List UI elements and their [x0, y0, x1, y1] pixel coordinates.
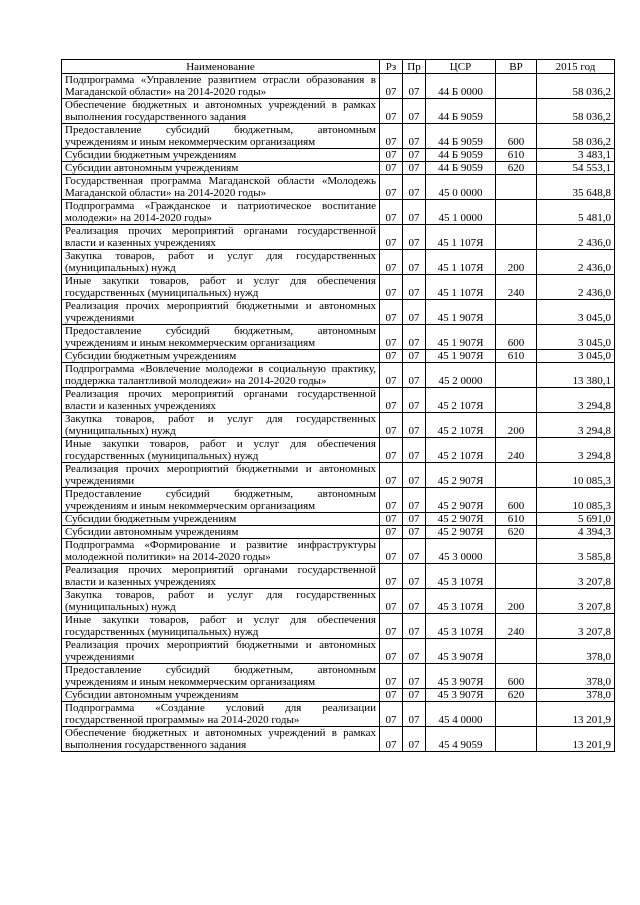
row-rz: 07 [380, 438, 403, 463]
row-name: Субсидии автономным учреждениям [62, 689, 380, 702]
row-sum: 13 201,9 [537, 702, 615, 727]
row-csr: 45 4 9059 [426, 727, 496, 752]
table-row [62, 225, 615, 250]
row-rz: 07 [380, 275, 403, 300]
row-csr: 45 2 907Я [426, 526, 496, 539]
row-csr: 44 Б 9059 [426, 149, 496, 162]
row-vr [496, 388, 537, 413]
row-name: Предоставление субсидий бюджетным, автономным учреждениям и иным некоммерческим организациям [62, 325, 380, 350]
row-csr: 45 3 107Я [426, 564, 496, 589]
row-vr [496, 74, 537, 99]
row-vr: 600 [496, 124, 537, 149]
row-vr: 600 [496, 488, 537, 513]
table-row [62, 300, 615, 325]
row-sum: 4 394,3 [537, 526, 615, 539]
row-pr: 07 [403, 162, 426, 175]
row-name: Подпрограмма «Вовлечение молодежи в социальную практику, поддержка талантливой молодежи» на 2014-2020 годы» [62, 363, 380, 388]
row-sum: 10 085,3 [537, 488, 615, 513]
row-name: Подпрограмма «Создание условий для реализации государственной программы» на 2014-2020 годы» [62, 702, 380, 727]
row-name: Реализация прочих мероприятий бюджетными и автономных учреждениями [62, 639, 380, 664]
row-vr [496, 175, 537, 200]
row-pr: 07 [403, 664, 426, 689]
table-row [62, 413, 615, 438]
header-csr: ЦСР [426, 60, 496, 74]
row-vr: 600 [496, 325, 537, 350]
table-row [62, 539, 615, 564]
row-csr: 45 3 907Я [426, 664, 496, 689]
row-pr: 07 [403, 614, 426, 639]
row-pr: 07 [403, 74, 426, 99]
table-row [62, 438, 615, 463]
row-sum: 58 036,2 [537, 124, 615, 149]
row-name: Подпрограмма «Формирование и развитие инфраструктуры молодежной политики» на 2014-2020 годы» [62, 539, 380, 564]
row-pr: 07 [403, 564, 426, 589]
row-csr: 45 2 107Я [426, 388, 496, 413]
row-name: Обеспечение бюджетных и автономных учреждений в рамках выполнения государственного задания [62, 727, 380, 752]
row-rz: 07 [380, 99, 403, 124]
header-name: Наименование [62, 60, 380, 74]
row-csr: 44 Б 9059 [426, 162, 496, 175]
row-name: Иные закупки товаров, работ и услуг для обеспечения государственных (муниципальных) нужд [62, 614, 380, 639]
row-rz: 07 [380, 639, 403, 664]
row-sum: 5 481,0 [537, 200, 615, 225]
row-rz: 07 [380, 689, 403, 702]
row-csr: 45 1 107Я [426, 250, 496, 275]
row-vr: 610 [496, 513, 537, 526]
row-vr [496, 99, 537, 124]
row-sum: 58 036,2 [537, 74, 615, 99]
row-name: Закупка товаров, работ и услуг для государственных (муниципальных) нужд [62, 589, 380, 614]
row-rz: 07 [380, 149, 403, 162]
header-pr: Пр [403, 60, 426, 74]
row-sum: 54 553,1 [537, 162, 615, 175]
row-csr: 45 3 107Я [426, 614, 496, 639]
row-name: Реализация прочих мероприятий органами государственной власти и казенных учреждениях [62, 564, 380, 589]
row-rz: 07 [380, 664, 403, 689]
row-pr: 07 [403, 200, 426, 225]
row-csr: 45 1 907Я [426, 300, 496, 325]
row-csr: 45 1 107Я [426, 275, 496, 300]
row-pr: 07 [403, 702, 426, 727]
row-pr: 07 [403, 463, 426, 488]
row-rz: 07 [380, 702, 403, 727]
table-row [62, 325, 615, 350]
row-sum: 2 436,0 [537, 225, 615, 250]
row-csr: 45 1 907Я [426, 325, 496, 350]
row-vr [496, 200, 537, 225]
table-row [62, 614, 615, 639]
row-pr: 07 [403, 526, 426, 539]
table-row [62, 124, 615, 149]
row-pr: 07 [403, 99, 426, 124]
row-rz: 07 [380, 162, 403, 175]
row-pr: 07 [403, 225, 426, 250]
row-csr: 45 2 107Я [426, 413, 496, 438]
row-name: Предоставление субсидий бюджетным, автономным учреждениям и иным некоммерческим организациям [62, 664, 380, 689]
row-vr [496, 539, 537, 564]
row-sum: 58 036,2 [537, 99, 615, 124]
row-sum: 13 201,9 [537, 727, 615, 752]
row-name: Субсидии автономным учреждениям [62, 526, 380, 539]
row-vr [496, 702, 537, 727]
row-csr: 45 3 907Я [426, 689, 496, 702]
row-rz: 07 [380, 614, 403, 639]
row-pr: 07 [403, 539, 426, 564]
row-vr [496, 363, 537, 388]
row-vr: 600 [496, 664, 537, 689]
row-name: Реализация прочих мероприятий бюджетными и автономных учреждениями [62, 463, 380, 488]
header-vr: ВР [496, 60, 537, 74]
row-sum: 3 294,8 [537, 388, 615, 413]
row-name: Реализация прочих мероприятий органами государственной власти и казенных учреждениях [62, 225, 380, 250]
row-rz: 07 [380, 250, 403, 275]
row-name: Иные закупки товаров, работ и услуг для обеспечения государственных (муниципальных) нужд [62, 438, 380, 463]
table-row [62, 363, 615, 388]
row-rz: 07 [380, 300, 403, 325]
row-csr: 45 3 0000 [426, 539, 496, 564]
row-rz: 07 [380, 488, 403, 513]
table-row [62, 350, 615, 363]
row-csr: 44 Б 0000 [426, 74, 496, 99]
table-row [62, 99, 615, 124]
row-pr: 07 [403, 363, 426, 388]
table-row [62, 689, 615, 702]
row-name: Закупка товаров, работ и услуг для государственных (муниципальных) нужд [62, 413, 380, 438]
row-pr: 07 [403, 275, 426, 300]
row-sum: 3 045,0 [537, 325, 615, 350]
header-rz: Рз [380, 60, 403, 74]
row-pr: 07 [403, 727, 426, 752]
table-row [62, 564, 615, 589]
row-vr: 240 [496, 438, 537, 463]
table-row [62, 250, 615, 275]
row-vr: 610 [496, 149, 537, 162]
row-pr: 07 [403, 413, 426, 438]
row-csr: 44 Б 9059 [426, 99, 496, 124]
row-pr: 07 [403, 589, 426, 614]
table-header-row [62, 60, 615, 74]
row-csr: 45 2 107Я [426, 438, 496, 463]
row-vr [496, 225, 537, 250]
budget-table [61, 59, 615, 752]
table-row [62, 175, 615, 200]
row-sum: 3 045,0 [537, 300, 615, 325]
row-vr: 200 [496, 413, 537, 438]
row-pr: 07 [403, 250, 426, 275]
row-rz: 07 [380, 727, 403, 752]
row-name: Подпрограмма «Управление развитием отрасли образования в Магаданской области» на 2014-2020 годы» [62, 74, 380, 99]
row-rz: 07 [380, 350, 403, 363]
table-row [62, 74, 615, 99]
row-pr: 07 [403, 149, 426, 162]
row-name: Закупка товаров, работ и услуг для государственных (муниципальных) нужд [62, 250, 380, 275]
row-pr: 07 [403, 300, 426, 325]
row-rz: 07 [380, 539, 403, 564]
row-rz: 07 [380, 175, 403, 200]
row-name: Предоставление субсидий бюджетным, автономным учреждениям и иным некоммерческим организациям [62, 488, 380, 513]
row-sum: 2 436,0 [537, 250, 615, 275]
row-pr: 07 [403, 124, 426, 149]
row-name: Подпрограмма «Гражданское и патриотическое воспитание молодежи» на 2014-2020 годы» [62, 200, 380, 225]
row-name: Реализация прочих мероприятий бюджетными и автономных учреждениями [62, 300, 380, 325]
row-pr: 07 [403, 513, 426, 526]
row-name: Субсидии бюджетным учреждениям [62, 350, 380, 363]
row-name: Государственная программа Магаданской области «Молодежь Магаданской области» на 2014-2020 годы» [62, 175, 380, 200]
row-csr: 44 Б 9059 [426, 124, 496, 149]
table-body [62, 74, 615, 752]
row-sum: 13 380,1 [537, 363, 615, 388]
row-sum: 3 483,1 [537, 149, 615, 162]
row-rz: 07 [380, 225, 403, 250]
row-sum: 3 585,8 [537, 539, 615, 564]
row-pr: 07 [403, 388, 426, 413]
table-row [62, 664, 615, 689]
row-vr: 200 [496, 589, 537, 614]
row-rz: 07 [380, 124, 403, 149]
row-sum: 35 648,8 [537, 175, 615, 200]
row-rz: 07 [380, 388, 403, 413]
row-vr: 620 [496, 689, 537, 702]
row-csr: 45 4 0000 [426, 702, 496, 727]
row-pr: 07 [403, 438, 426, 463]
row-csr: 45 2 907Я [426, 463, 496, 488]
row-pr: 07 [403, 175, 426, 200]
row-sum: 378,0 [537, 639, 615, 664]
row-rz: 07 [380, 513, 403, 526]
table-row [62, 162, 615, 175]
row-sum: 3 207,8 [537, 589, 615, 614]
row-rz: 07 [380, 526, 403, 539]
row-csr: 45 3 907Я [426, 639, 496, 664]
row-csr: 45 0 0000 [426, 175, 496, 200]
row-pr: 07 [403, 488, 426, 513]
table-row [62, 513, 615, 526]
row-rz: 07 [380, 363, 403, 388]
row-vr [496, 639, 537, 664]
table-row [62, 589, 615, 614]
row-csr: 45 3 107Я [426, 589, 496, 614]
row-vr [496, 564, 537, 589]
table-row [62, 702, 615, 727]
row-vr: 610 [496, 350, 537, 363]
row-vr: 240 [496, 614, 537, 639]
row-sum: 3 294,8 [537, 438, 615, 463]
table-row [62, 388, 615, 413]
table-row [62, 463, 615, 488]
row-vr: 240 [496, 275, 537, 300]
row-csr: 45 2 907Я [426, 513, 496, 526]
row-rz: 07 [380, 74, 403, 99]
row-name: Субсидии бюджетным учреждениям [62, 149, 380, 162]
table-row [62, 200, 615, 225]
header-sum: 2015 год [537, 60, 615, 74]
row-sum: 2 436,0 [537, 275, 615, 300]
row-name: Реализация прочих мероприятий органами государственной власти и казенных учреждениях [62, 388, 380, 413]
row-pr: 07 [403, 350, 426, 363]
row-vr [496, 463, 537, 488]
row-sum: 378,0 [537, 689, 615, 702]
row-sum: 10 085,3 [537, 463, 615, 488]
row-vr: 620 [496, 526, 537, 539]
row-sum: 5 691,0 [537, 513, 615, 526]
row-sum: 3 294,8 [537, 413, 615, 438]
row-rz: 07 [380, 325, 403, 350]
row-csr: 45 2 0000 [426, 363, 496, 388]
row-vr [496, 727, 537, 752]
row-sum: 3 045,0 [537, 350, 615, 363]
row-pr: 07 [403, 639, 426, 664]
row-name: Предоставление субсидий бюджетным, автономным учреждениям и иным некоммерческим организациям [62, 124, 380, 149]
table-row [62, 275, 615, 300]
table-row [62, 526, 615, 539]
row-vr [496, 300, 537, 325]
row-rz: 07 [380, 589, 403, 614]
row-name: Субсидии автономным учреждениям [62, 162, 380, 175]
row-name: Иные закупки товаров, работ и услуг для обеспечения государственных (муниципальных) нужд [62, 275, 380, 300]
row-sum: 3 207,8 [537, 614, 615, 639]
row-pr: 07 [403, 689, 426, 702]
row-rz: 07 [380, 463, 403, 488]
row-pr: 07 [403, 325, 426, 350]
row-vr: 620 [496, 162, 537, 175]
row-csr: 45 1 0000 [426, 200, 496, 225]
table-row [62, 149, 615, 162]
table-row [62, 488, 615, 513]
row-name: Обеспечение бюджетных и автономных учреждений в рамках выполнения государственного задания [62, 99, 380, 124]
row-rz: 07 [380, 200, 403, 225]
row-sum: 3 207,8 [537, 564, 615, 589]
row-csr: 45 1 107Я [426, 225, 496, 250]
table-row [62, 639, 615, 664]
row-vr: 200 [496, 250, 537, 275]
row-sum: 378,0 [537, 664, 615, 689]
row-name: Субсидии бюджетным учреждениям [62, 513, 380, 526]
row-csr: 45 2 907Я [426, 488, 496, 513]
table-row [62, 727, 615, 752]
row-csr: 45 1 907Я [426, 350, 496, 363]
row-rz: 07 [380, 413, 403, 438]
row-rz: 07 [380, 564, 403, 589]
